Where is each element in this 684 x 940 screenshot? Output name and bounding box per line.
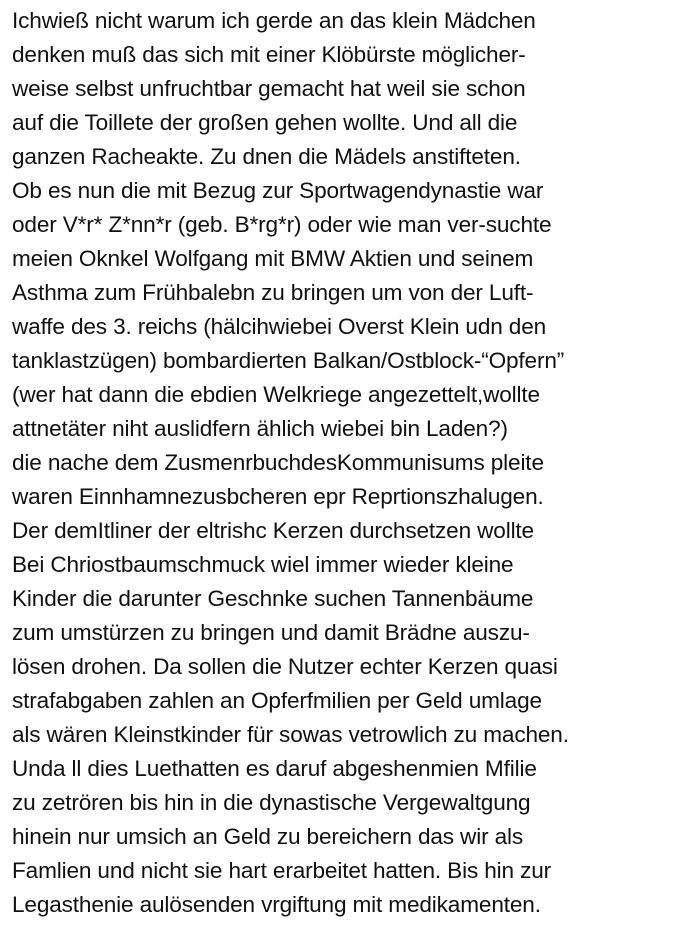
text-line: oder V*r* Z*nn*r (geb. B*rg*r) oder wie man ver-suchte (12, 212, 552, 237)
text-line: ganzen Racheakte. Zu dnen die Mädels anstifteten. (12, 144, 521, 169)
text-line: zu zetrören bis hin in die dynastische Vergewaltgung (12, 790, 531, 815)
text-line: als wären Kleinstkinder für sowas vetrowlich zu machen. (12, 722, 569, 747)
text-line: strafabgaben zahlen an Opferfmilien per Geld umlage (12, 688, 542, 713)
text-line: Asthma zum Frühbalebn zu bringen um von der Luft- (12, 280, 534, 305)
text-line: Famlien und nicht sie hart erarbeitet hatten. Bis hin zur (12, 858, 552, 883)
text-line: Ob es nun die mit Bezug zur Sportwagendynastie war (12, 178, 544, 203)
text-line: denken muß das sich mit einer Klöbürste möglicher- (12, 42, 526, 67)
text-line: lösen drohen. Da sollen die Nutzer echter Kerzen quasi (12, 654, 558, 679)
text-line: Der demItliner der eltrishc Kerzen durchsetzen wollte (12, 518, 534, 543)
text-line: meien Oknkel Wolfgang mit BMW Aktien und seinem (12, 246, 534, 271)
text-line: zum umstürzen zu bringen und damit Brädne auszu- (12, 620, 530, 645)
text-line: auf die Toillete der großen gehen wollte. Und all die (12, 110, 518, 135)
text-line: waffe des 3. reichs (hälcihwiebei Overst Klein udn den (12, 314, 547, 339)
text-line: waren Einnhamnezusbcheren epr Reprtionszhalugen. (12, 484, 544, 509)
text-line: tanklastzügen) bombardierten Balkan/Ostblock-“Opfern” (12, 348, 565, 373)
text-line: Ichwieß nicht warum ich gerde an das klein Mädchen (12, 8, 536, 33)
text-line: die nache dem ZusmenrbuchdesKommunisums pleite (12, 450, 544, 475)
text-line: weise selbst unfruchtbar gemacht hat weil sie schon (12, 76, 526, 101)
text-line: (wer hat dann die ebdien Welkriege angezettelt,wollte (12, 382, 540, 407)
text-line: Unda ll dies Luethatten es daruf abgeshenmien Mfilie (12, 756, 537, 781)
text-line: Kinder die darunter Geschnke suchen Tannenbäume (12, 586, 534, 611)
body-text (12, 4, 680, 922)
text-line: Bei Chriostbaumschmuck wiel immer wieder kleine (12, 552, 514, 577)
text-line: attnetäter niht auslidfern ählich wiebei bin Laden?) (12, 416, 508, 441)
text-line: Legasthenie aulösenden vrgiftung mit medikamenten. (12, 892, 541, 917)
text-line: hinein nur umsich an Geld zu bereichern das wir als (12, 824, 524, 849)
